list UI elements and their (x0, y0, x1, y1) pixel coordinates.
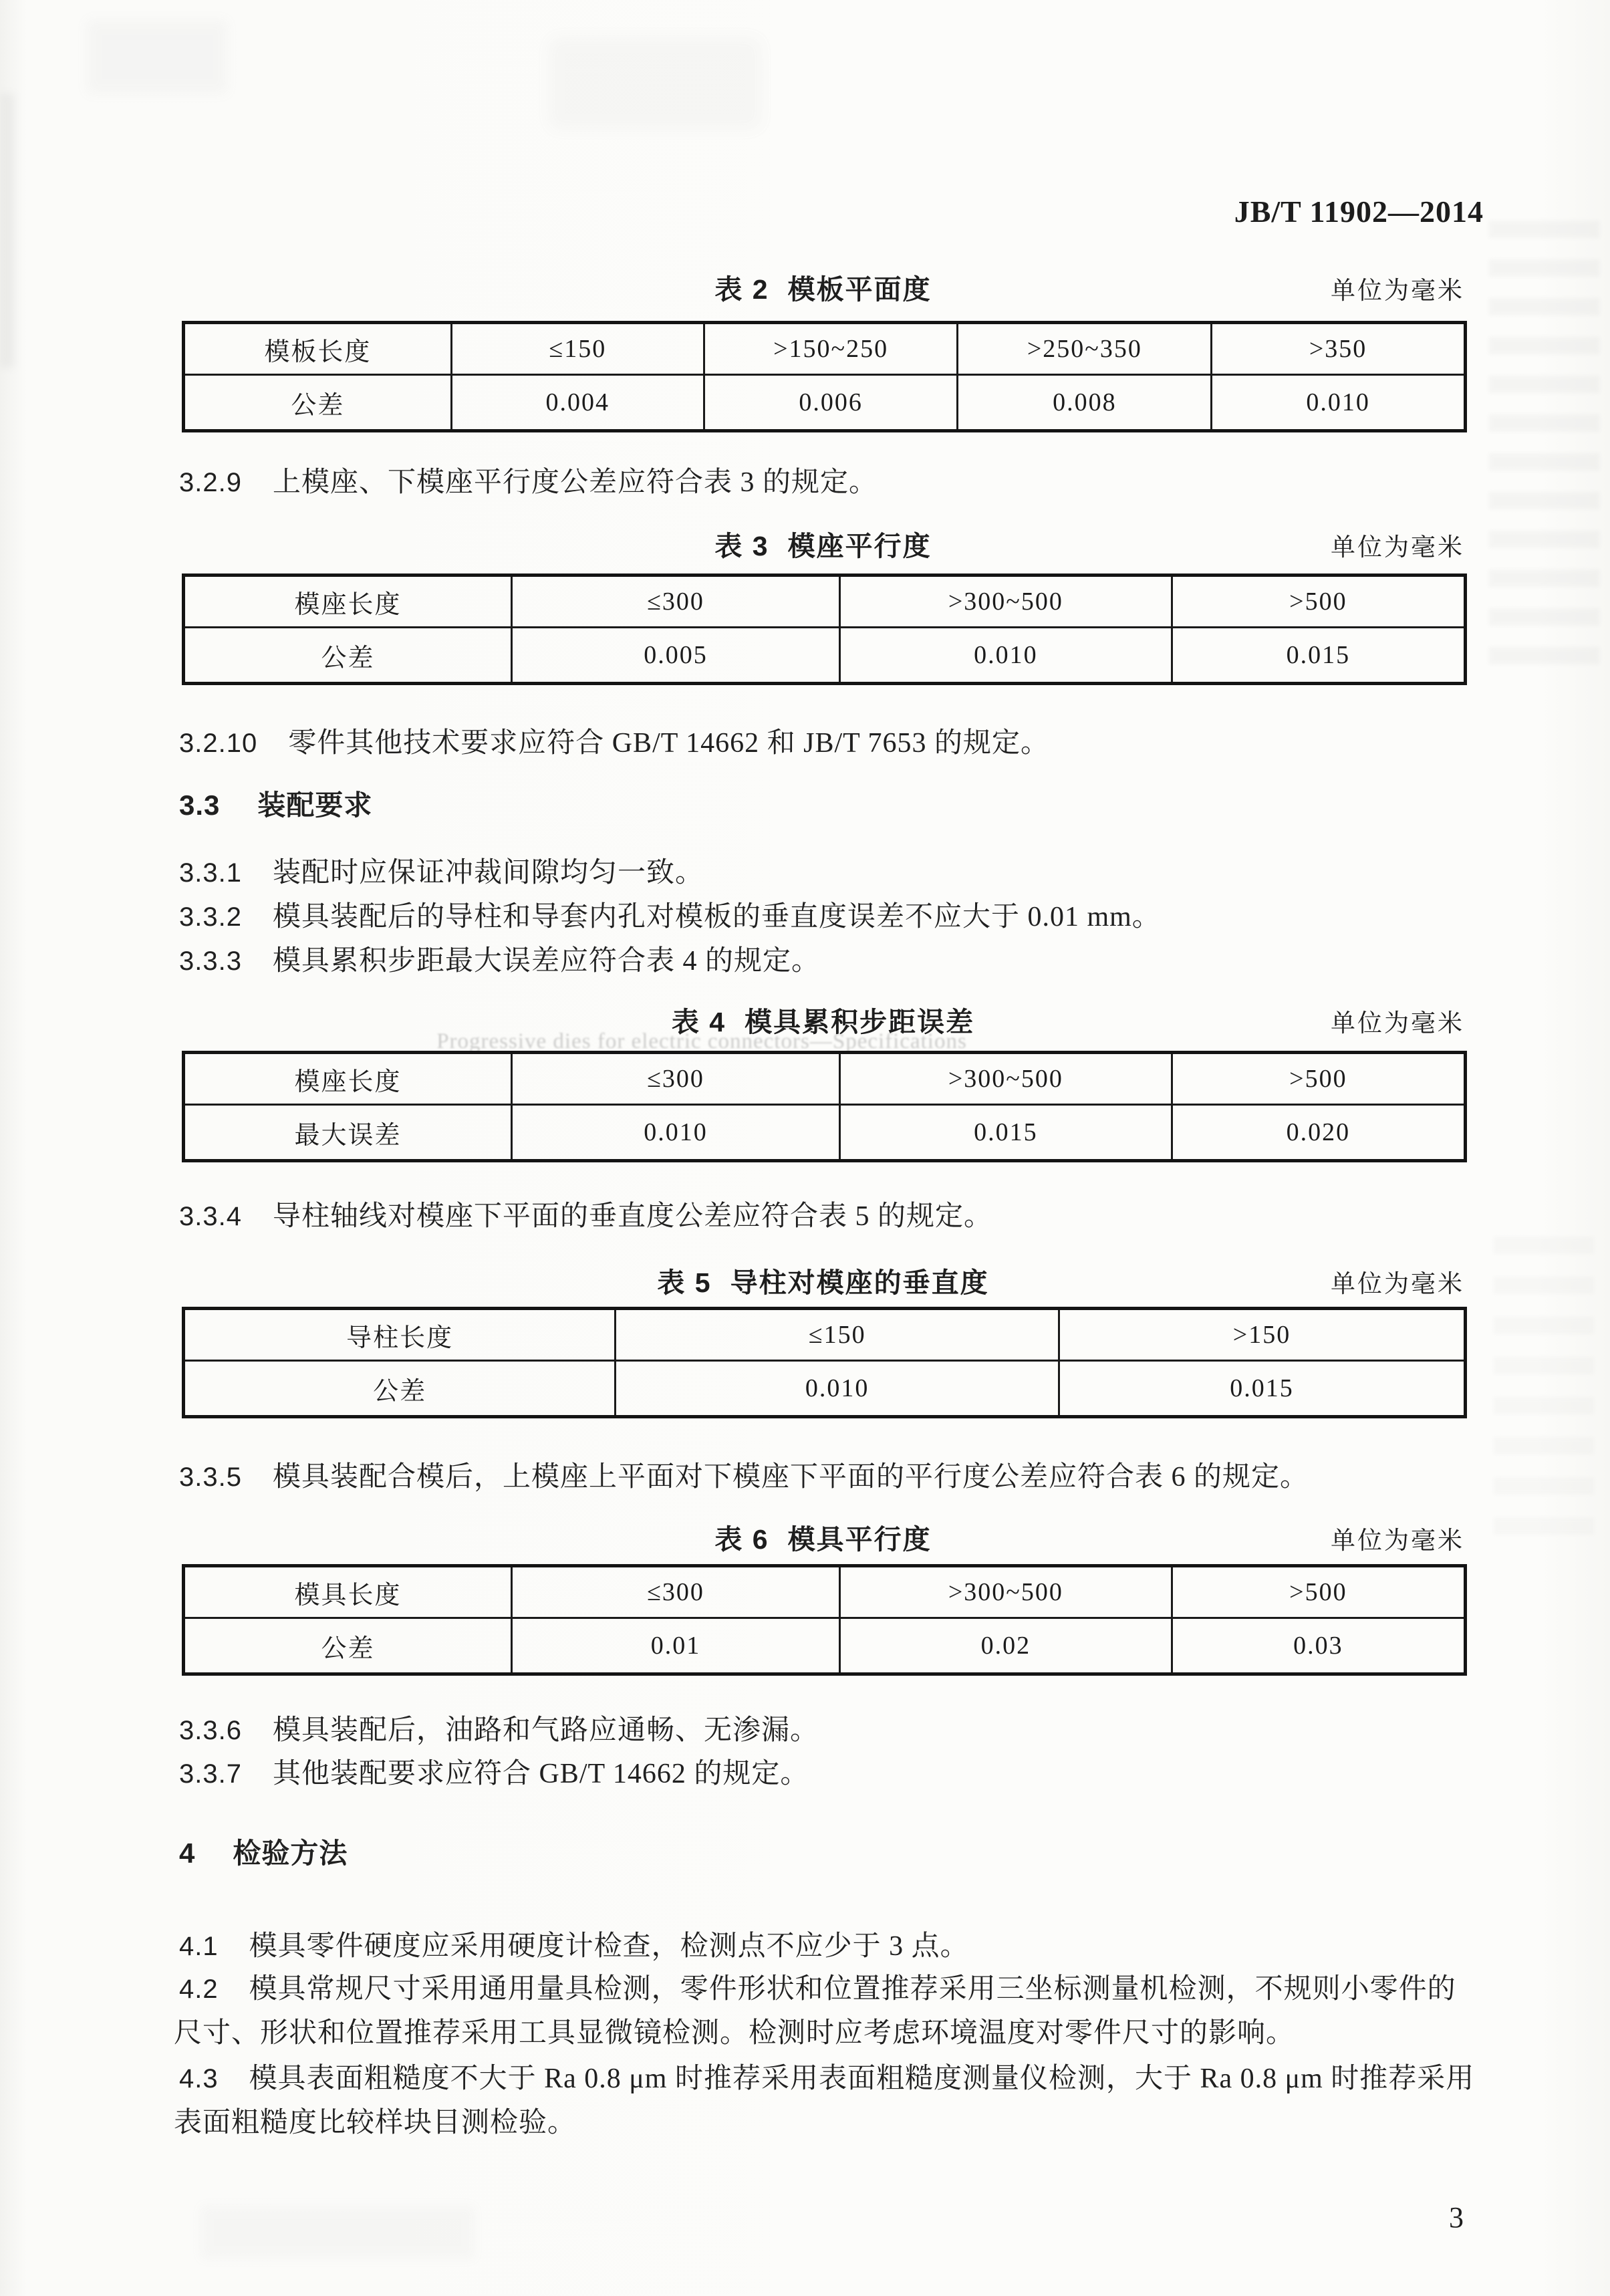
standard-code: JB/T 11902—2014 (1234, 195, 1484, 229)
table6-caption (179, 1517, 1467, 1557)
table5-unit-label: 单位为毫米 (1331, 1271, 1464, 1298)
table2-caption-label: 表 2 (714, 274, 769, 305)
table3-cell: 模座长度 (184, 576, 512, 628)
table6-value-row (184, 1618, 1466, 1674)
table2-cell: 0.010 (1212, 375, 1466, 431)
table3-cell: 0.015 (1172, 628, 1465, 684)
para-3-2-9 (179, 460, 878, 500)
table3-value-row (184, 628, 1466, 684)
ghost-english-title: Progressive dies for electric connectors—Specifications (436, 1029, 967, 1053)
para-4-1 (179, 1924, 969, 1964)
section-number: 3.3 (179, 789, 221, 821)
table6-cell: 0.03 (1172, 1618, 1465, 1674)
section-text: 模具零件硬度应采用硬度计检查，检测点不应少于 3 点。 (249, 1931, 969, 1962)
table3-header-row (184, 576, 1466, 628)
para-3-2-10 (179, 721, 1049, 761)
table6-caption-label: 表 6 (714, 1524, 769, 1555)
section-text: 模具累积步距最大误差应符合表 4 的规定。 (272, 946, 820, 977)
table6-header-row (184, 1566, 1466, 1618)
scan-smudge (87, 20, 227, 94)
section-number: 3.3.7 (179, 1759, 242, 1789)
table2-cell: 模板长度 (184, 323, 452, 375)
section-number: 3.3.2 (179, 902, 242, 932)
table6-cell: ≤300 (512, 1566, 840, 1618)
table5-cell: 0.015 (1059, 1361, 1465, 1417)
table4-cell: ≤300 (512, 1053, 840, 1105)
table2-cell: ≤150 (451, 323, 704, 375)
table4-cell: 0.015 (840, 1105, 1172, 1161)
table2-cell: 0.006 (704, 375, 958, 431)
table4-cell: >300~500 (840, 1053, 1172, 1105)
table4-unit-label: 单位为毫米 (1331, 1010, 1464, 1037)
table3-caption-title: 模座平行度 (787, 531, 932, 561)
page-number: 3 (1449, 2201, 1464, 2234)
table3 (182, 573, 1467, 685)
table2-cell: >250~350 (958, 323, 1212, 375)
section-number: 3.3.4 (179, 1202, 242, 1231)
para-4-3 (179, 2056, 1474, 2096)
section-text: 模具装配后的导柱和导套内孔对模板的垂直度误差不应大于 0.01 mm。 (272, 902, 1161, 932)
table4-caption-label: 表 4 (671, 1007, 726, 1037)
ghost-text-bleed-bottom (200, 2206, 475, 2259)
table3-cell: 0.010 (840, 628, 1172, 684)
table4-header-row (184, 1053, 1466, 1105)
table5-value-row (184, 1361, 1466, 1417)
table4-value-row (184, 1105, 1466, 1161)
table3-cell: 公差 (184, 628, 512, 684)
section-text: 零件其他技术要求应符合 GB/T 14662 和 JB/T 7653 的规定。 (288, 728, 1050, 759)
section-number: 4.1 (179, 1932, 219, 1961)
para-4-2 (179, 1966, 1456, 2007)
section-text: 装配时应保证冲裁间隙均匀一致。 (272, 858, 704, 888)
table6-caption-title: 模具平行度 (787, 1524, 932, 1555)
para-3-3-3 (179, 938, 820, 979)
heading-text: 检验方法 (233, 1837, 348, 1869)
section-number: 3.3.3 (179, 946, 242, 976)
table3-cell: >300~500 (840, 576, 1172, 628)
table2-cell: 公差 (184, 375, 452, 431)
table5-caption-title: 导柱对模座的垂直度 (730, 1267, 989, 1298)
section-number: 3.3.6 (179, 1716, 242, 1745)
table6-cell: 0.02 (840, 1618, 1172, 1674)
table6-cell: 模具长度 (184, 1566, 512, 1618)
section-number: 4 (179, 1837, 196, 1869)
section-number: 3.3.5 (179, 1462, 242, 1492)
table2 (182, 321, 1467, 432)
table4-cell: 最大误差 (184, 1105, 512, 1161)
table6-cell: >500 (1172, 1566, 1465, 1618)
table6-unit-label: 单位为毫米 (1331, 1527, 1464, 1555)
table3-caption-label: 表 3 (714, 531, 769, 561)
para-3-3-4 (179, 1194, 992, 1234)
table4-cell: 0.020 (1172, 1105, 1465, 1161)
table2-cell: >150~250 (704, 323, 958, 375)
table5-cell: >150 (1059, 1309, 1465, 1361)
section-number: 4.3 (179, 2064, 219, 2093)
table2-caption (179, 267, 1467, 307)
section-text: 模具常规尺寸采用通用量具检测，零件形状和位置推荐采用三坐标测量机检测，不规则小零件的 (249, 1974, 1456, 2005)
para-3-3-7 (179, 1751, 809, 1791)
scan-edge-streak (0, 94, 15, 368)
table2-cell: 0.008 (958, 375, 1212, 431)
table5-cell: 导柱长度 (184, 1309, 616, 1361)
table4-cell: >500 (1172, 1053, 1465, 1105)
table6-cell: 公差 (184, 1618, 512, 1674)
para-3-3-1 (179, 850, 704, 890)
section-text: 其他装配要求应符合 GB/T 14662 的规定。 (272, 1759, 809, 1789)
table3-cell: ≤300 (512, 576, 840, 628)
table5-caption-label: 表 5 (657, 1267, 712, 1298)
table4 (182, 1051, 1467, 1162)
heading-3-3 (179, 783, 372, 823)
table2-cell: >350 (1212, 323, 1466, 375)
section-number: 4.2 (179, 1974, 219, 2004)
section-text: 表面粗糙度比较样块目测检验。 (174, 2108, 577, 2138)
heading-text: 装配要求 (257, 789, 373, 821)
table2-unit-label: 单位为毫米 (1331, 277, 1464, 305)
section-text: 尺寸、形状和位置推荐采用工具显微镜检测。检测时应考虑环境温度对零件尺寸的影响。 (174, 2018, 1295, 2049)
section-text: 模具装配合模后，上模座上平面对下模座下平面的平行度公差应符合表 6 的规定。 (272, 1462, 1309, 1493)
para-3-3-6 (179, 1708, 819, 1748)
table3-cell: 0.005 (512, 628, 840, 684)
ghost-text-bleed-right (1489, 221, 1599, 682)
ghost-logo-bleed (548, 37, 762, 130)
section-text: 导柱轴线对模座下平面的垂直度公差应符合表 5 的规定。 (272, 1201, 992, 1232)
para-3-3-2 (179, 894, 1161, 934)
para-3-3-5 (179, 1454, 1309, 1495)
section-number: 3.2.10 (179, 729, 258, 758)
table5 (182, 1307, 1467, 1418)
table4-cell: 模座长度 (184, 1053, 512, 1105)
table6-cell: 0.01 (512, 1618, 840, 1674)
table6-cell: >300~500 (840, 1566, 1172, 1618)
table2-header-row (184, 323, 1466, 375)
heading-4 (179, 1831, 348, 1872)
section-number: 3.2.9 (179, 468, 242, 497)
table5-caption (179, 1261, 1467, 1300)
table3-caption (179, 524, 1467, 563)
table5-cell: ≤150 (616, 1309, 1059, 1361)
table6 (182, 1564, 1467, 1676)
table5-cell: 公差 (184, 1361, 616, 1417)
ghost-text-bleed-right-2 (1494, 1237, 1594, 1557)
section-text: 上模座、下模座平行度公差应符合表 3 的规定。 (272, 467, 878, 498)
para-4-3-cont (174, 2100, 576, 2140)
table5-cell: 0.010 (616, 1361, 1059, 1417)
section-text: 模具表面粗糙度不大于 Ra 0.8 μm 时推荐采用表面粗糙度测量仪检测，大于 Ra 0.8 μm 时推荐采用 (249, 2063, 1475, 2094)
section-text: 模具装配后，油路和气路应通畅、无渗漏。 (272, 1715, 819, 1746)
table2-caption-title: 模板平面度 (787, 274, 932, 305)
table3-cell: >500 (1172, 576, 1465, 628)
table4-cell: 0.010 (512, 1105, 840, 1161)
section-number: 3.3.1 (179, 858, 242, 888)
para-4-2-cont (174, 2011, 1295, 2051)
table3-unit-label: 单位为毫米 (1331, 534, 1464, 561)
table5-header-row (184, 1309, 1466, 1361)
table4-caption-title: 模具累积步距误差 (745, 1007, 975, 1037)
table2-cell: 0.004 (451, 375, 704, 431)
table2-value-row (184, 375, 1466, 431)
